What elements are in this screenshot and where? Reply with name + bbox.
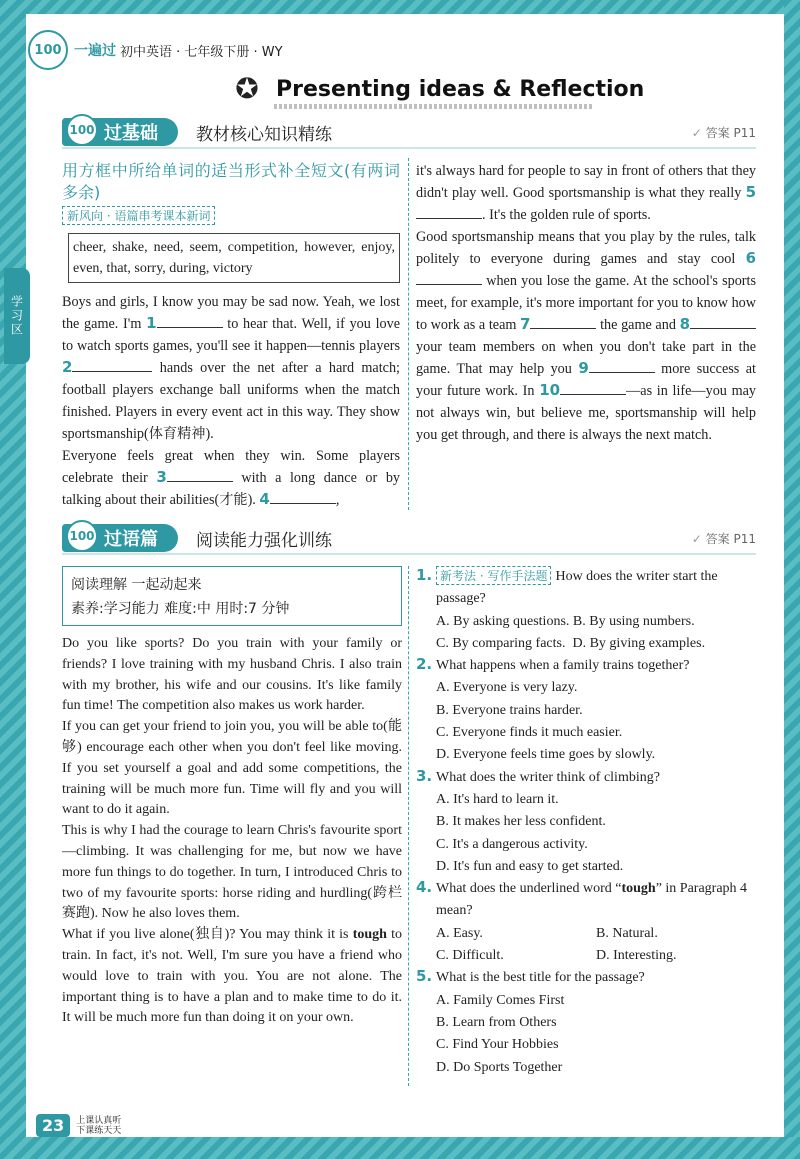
option-a[interactable]: A. Everyone is very lazy. [436, 680, 578, 696]
question-text: What happens when a family trains together? [436, 658, 690, 674]
section-divider [62, 553, 756, 555]
side-tab: 学习区 [4, 268, 30, 364]
blank-number: 6 [745, 249, 756, 267]
section-divider [62, 147, 756, 149]
option-a[interactable]: A. Family Comes First [436, 992, 565, 1008]
blank-number: 1 [146, 314, 157, 332]
right-border [784, 0, 800, 1159]
page-title: Presenting ideas & Reflection [276, 76, 645, 102]
answer-ref [692, 124, 756, 141]
bottom-border [0, 1137, 800, 1159]
reading-info-meta: 素养:学习能力 难度:中 用时:7 分钟 [71, 601, 290, 617]
option-a[interactable]: A. By asking questions. B. By using numbers. [436, 613, 695, 629]
column-divider [408, 158, 409, 510]
question-number: 1. [416, 566, 433, 584]
answer-ref-text: 答案 P11 [705, 531, 756, 546]
section-reading-tag [62, 524, 178, 552]
passage-paragraph: Do you like sports? Do you train with your family or friends? I love training with my husband Chris. I also train with my brother, his wife and our cousins. It's like family fun time! The competition also makes us work harder. [62, 636, 402, 714]
page-number: 23 [36, 1114, 70, 1137]
blank-5[interactable] [416, 205, 482, 219]
option-d[interactable]: D. Everyone feels time goes by slowly. [436, 747, 656, 763]
title-underline [274, 104, 592, 109]
section-basic-label: 过基础 [104, 123, 158, 144]
option-a[interactable]: A. Easy. [436, 925, 483, 941]
answer-ref [692, 530, 756, 547]
blank-number: 8 [679, 315, 690, 333]
question-text: What does the underlined word “tough” in Paragraph 4 mean? [436, 881, 748, 919]
cloze-paragraph: Good sportsmanship means that you play by the rules, talk politely to everyone during games and stay cool 6 when you lose the game. At the school's sports meet, for example, it's more important for you to know how to work as a team 7 the game and 8 your team members on when you don't take part in the game. That may help you 9 more success at your future work. In 10 —as in life—you may not always win, but believe me, sportsmanship will help you get through, and there is always the next match. [416, 229, 757, 443]
option-b[interactable]: B. Learn from Others [436, 1014, 557, 1030]
mascot-icon: 100 [28, 30, 68, 70]
blank-number: 7 [520, 315, 531, 333]
option-c[interactable]: C. It's a dangerous activity. [436, 836, 588, 852]
question-number: 4. [416, 878, 433, 897]
passage-paragraph: If you can get your friend to join you, you will be able to(能够) encourage each other when you don't feel like moving. If you set yourself a goal and add some competitions, the training will be much more fun. Time will fly and you will want to do it again. [62, 719, 402, 818]
option-d[interactable]: D. Interesting. [596, 948, 677, 964]
question-3 [416, 767, 756, 878]
blank-1[interactable] [157, 314, 223, 328]
book-title: 初中英语 · 七年级下册 · WY [120, 44, 283, 60]
blank-number: 10 [539, 381, 561, 399]
question-text: What is the best title for the passage? [436, 970, 645, 986]
reading-passage [62, 634, 402, 1029]
question-tag: 新考法 · 写作手法题 [436, 566, 551, 585]
blank-8[interactable] [690, 315, 756, 329]
page-header [28, 30, 283, 70]
option-d[interactable]: D. By giving examples. [572, 635, 706, 651]
blank-7[interactable] [530, 315, 596, 329]
page-footer [36, 1114, 126, 1137]
top-border [0, 0, 800, 14]
section1-left-column [62, 160, 400, 511]
blank-10[interactable] [560, 381, 626, 395]
mascot-icon: 100 [66, 520, 98, 552]
section-reading-header [62, 523, 756, 553]
blank-2[interactable] [72, 358, 152, 372]
reading-info-box [62, 566, 402, 626]
task-title: 用方框中所给单词的适当形式补全短文(有两词多余) [62, 161, 400, 202]
blank-number: 9 [578, 359, 589, 377]
star-logo-icon: ✪ [235, 74, 259, 105]
option-c[interactable]: C. By comparing facts. D. By giving examples. [436, 635, 706, 651]
question-2 [416, 655, 756, 766]
section-reading-label: 过语篇 [104, 529, 158, 550]
option-c[interactable]: C. Everyone finds it much easier. [436, 725, 623, 741]
option-d[interactable]: D. Do Sports Together [436, 1059, 563, 1075]
section1-right-column [416, 160, 756, 446]
question-1 [416, 566, 756, 655]
question-number: 5. [416, 967, 433, 986]
mascot-icon: 100 [66, 114, 98, 146]
section-reading-subtitle: 阅读能力强化训练 [196, 530, 332, 551]
passage-paragraph: This is why I had the courage to learn Chris's favourite sport—climbing. It was challenging for me, but now we have more fun things to do together. In turn, I introduced Chris to two of my favourite sports: horse riding and hurdling(跨栏赛跑). Now he also loves them. [62, 823, 402, 922]
question-number: 3. [416, 766, 433, 785]
cloze-paragraph: it's always hard for people to say in front of others that they didn't play well. Good sportsmanship is what they really 5. It's the golden rule of sports. [416, 163, 756, 223]
option-a[interactable]: A. It's hard to learn it. [436, 791, 559, 807]
cloze-paragraph: Boys and girls, I know you may be sad now. Yeah, we lost the game. I'm 1 to hear that. Well, if you love to watch sports games, you'll see it happen—tennis players 2 hands over the net after a hard match; football players exchange ball uniforms when the match finished. Players in every event act in this way. They show sportsmanship(体育精神). [62, 294, 401, 442]
blank-number: 4 [259, 490, 270, 508]
footer-slogan: 上课认真听 下课练天天 [76, 1115, 122, 1136]
left-border [0, 0, 26, 1159]
blank-number: 3 [156, 468, 167, 486]
question-text: How does the writer start the passage? [436, 569, 718, 607]
blank-4[interactable] [270, 490, 336, 504]
question-list [416, 566, 756, 1079]
question-5 [416, 967, 756, 1078]
section-basic-header [62, 117, 756, 147]
underlined-word: tough [352, 927, 387, 943]
section-basic-tag [62, 118, 178, 146]
option-b[interactable]: B. Everyone trains harder. [436, 702, 583, 718]
check-icon: ✓ [691, 531, 706, 546]
option-b[interactable]: B. By using numbers. [572, 613, 695, 629]
passage-paragraph: What if you live alone(独自)? You may think it is tough to train. In fact, it's not. Well, I'm sure you have a friend who would love to train with you. You are not alone. The important thing is to have a plan and to make time to do it. It will be much more fun than doing it on your own. [62, 927, 402, 1026]
blank-6[interactable] [416, 271, 482, 285]
option-b[interactable]: B. It makes her less confident. [436, 814, 606, 830]
question-number: 2. [416, 655, 433, 674]
column-divider [408, 566, 409, 1086]
task-tag: 新风向 · 语篇串考课本新词 [62, 206, 215, 225]
blank-number: 5 [745, 183, 756, 201]
cloze-paragraph: Everyone feels great when they win. Some players celebrate their 3 with a long dance or by talking about their abilities(才能). 4 , [62, 448, 401, 508]
word-box: cheer, shake, need, seem, competition, however, enjoy, even, that, sorry, during, victory [68, 233, 400, 283]
main-title-block [232, 74, 644, 104]
brand-name: 一遍过 [74, 43, 116, 59]
option-b[interactable]: B. Natural. [596, 925, 658, 941]
blank-3[interactable] [167, 468, 233, 482]
blank-number: 2 [62, 358, 73, 376]
question-4 [416, 878, 756, 967]
reading-info-title: 阅读理解 一起动起来 [71, 577, 202, 593]
blank-9[interactable] [589, 359, 655, 373]
check-icon: ✓ [691, 125, 706, 140]
section-basic-subtitle: 教材核心知识精练 [196, 124, 332, 145]
option-c[interactable]: C. Difficult. [436, 948, 504, 964]
option-d[interactable]: D. It's fun and easy to get started. [436, 858, 624, 874]
answer-ref-text: 答案 P11 [705, 125, 756, 140]
option-c[interactable]: C. Find Your Hobbies [436, 1037, 559, 1053]
question-text: What does the writer think of climbing? [436, 769, 660, 785]
